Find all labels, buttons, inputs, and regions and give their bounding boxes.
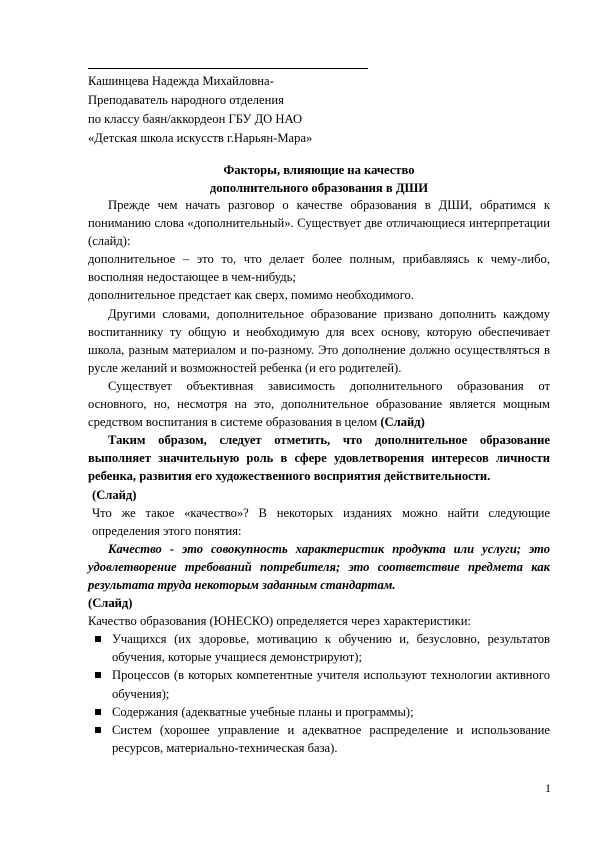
paragraph-4: Другими словами, дополнительное образование призвано дополнить каждому воспитаннику ту общую и необходимую для всех основу, которую обеспечивает школа, разным материалом и по-разному. Это дополнение должно осуществляться в русле желаний и возможностей ребенка (и его родителей). bbox=[88, 306, 550, 375]
document-title bbox=[88, 161, 550, 197]
paragraph-9: Качество образования (ЮНЕСКО) определяется через характеристики: bbox=[88, 614, 471, 629]
paragraph-7: Что же такое «качество»? В некоторых изданиях можно найти следующие определения этого понятия: bbox=[92, 505, 550, 538]
paragraph-5-slide: (Слайд) bbox=[380, 415, 425, 430]
list-item: Учащихся (их здоровье, мотивацию к обучению и, безусловно, результатов обучения, которые учащиеся демонстрируют); bbox=[88, 630, 550, 666]
title-line-1: Факторы, влияющие на качество bbox=[223, 163, 415, 177]
square-bullet-icon bbox=[95, 636, 101, 642]
paragraph-3: дополнительное предстает как сверх, помимо необходимого. bbox=[88, 288, 414, 303]
characteristics-list bbox=[88, 630, 550, 757]
title-line-2: дополнительного образования в ДШИ bbox=[209, 181, 429, 195]
paragraph-5 bbox=[88, 377, 550, 431]
paragraph-2: дополнительное – это то, что делает более полным, прибавляясь к чему-либо, восполняя недостающее в чем-нибудь; bbox=[88, 252, 550, 285]
paragraph-1: Прежде чем начать разговор о качестве образования в ДШИ, обратимся к пониманию слова «дополнительный». Существует две отличающиеся интерпретации (слайд): bbox=[88, 198, 550, 249]
slide-label-2: (Слайд) bbox=[88, 596, 133, 611]
paragraph-6: Таким образом, следует отметить, что дополнительное образование выполняет значительную роль в сфере удовлетворения интересов личности ребенка, развития его художественного восприятия действительности. bbox=[88, 433, 550, 484]
document-body bbox=[88, 196, 550, 757]
list-item: Содержания (адекватные учебные планы и программы); bbox=[88, 703, 550, 721]
paragraph-8: Качество - это совокупность характеристик продукта или услуги; это удовлетворение требований потребителя; это соответствие предмета как результата труда некоторым заданным стандартам. bbox=[88, 541, 550, 592]
author-course: по классу баян/аккордеон ГБУ ДО НАО bbox=[88, 112, 303, 126]
slide-label-1: (Слайд) bbox=[92, 487, 137, 502]
author-school: «Детская школа искусств г.Нарьян-Мара» bbox=[88, 131, 313, 145]
top-rule bbox=[88, 68, 368, 69]
list-item: Процессов (в которых компетентные учителя используют технологии активного обучения); bbox=[88, 666, 550, 702]
author-role: Преподаватель народного отделения bbox=[88, 93, 284, 107]
author-block bbox=[88, 72, 312, 148]
square-bullet-icon bbox=[95, 727, 101, 733]
square-bullet-icon bbox=[95, 709, 101, 715]
paragraph-5-text: Существует объективная зависимость дополнительного образования от основного, но, несмотря на это, дополнительное образование является мощным средством воспитания в системе образования в целом bbox=[88, 378, 550, 430]
square-bullet-icon bbox=[95, 672, 101, 678]
page-number: 1 bbox=[545, 781, 551, 795]
author-name: Кашинцева Надежда Михайловна- bbox=[88, 74, 274, 88]
list-item: Систем (хорошее управление и адекватное распределение и использование ресурсов, материально-техническая база). bbox=[88, 721, 550, 757]
